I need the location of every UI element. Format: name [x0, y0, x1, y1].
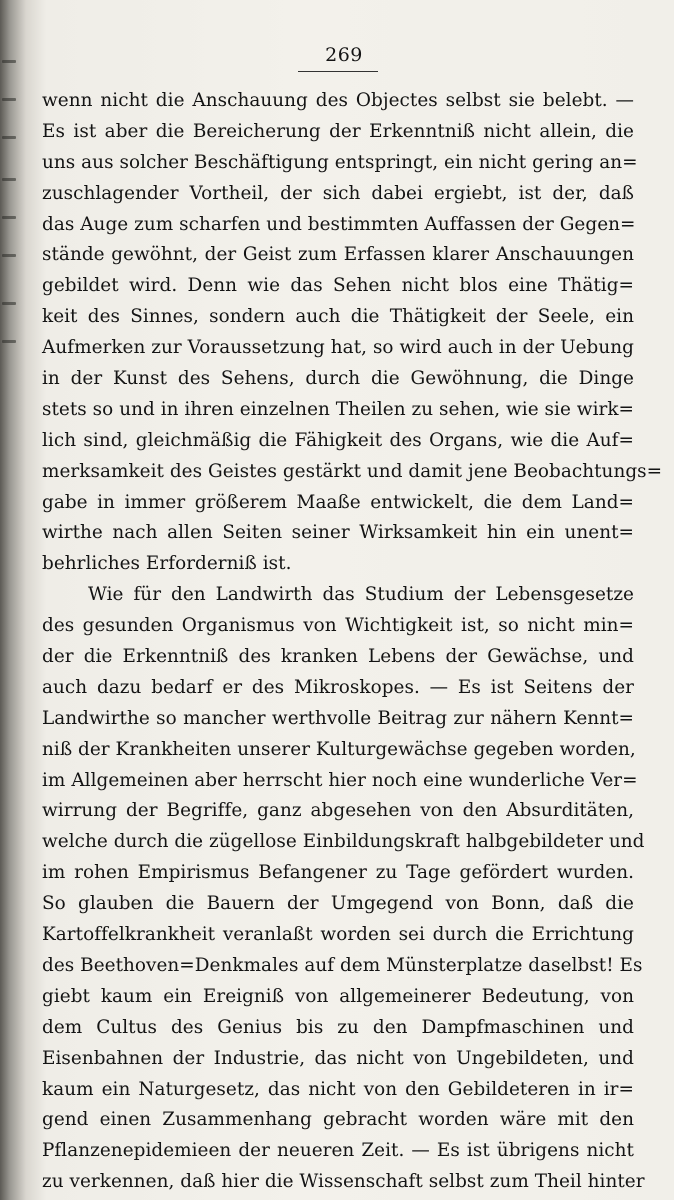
text-line: wenn nicht die Anschauung des Objectes selbst sie belebt. — [42, 90, 634, 111]
text-line: kaum ein Naturgesetz, das nicht von den Gebildeteren in ir= [42, 1078, 634, 1100]
text-line: stets so und in ihren einzelnen Theilen zu sehen, wie sie wirk= [42, 398, 635, 420]
text-line: des Beethoven=Denkmales auf dem Münsterplatze daselbst! Es [42, 954, 643, 976]
text-line: Aufmerken zur Voraussetzung hat, so wird auch in der Uebung [42, 337, 634, 359]
text-line: uns aus solcher Beschäftigung entspringt, ein nicht gering an= [42, 151, 638, 173]
text-line: Landwirthe so mancher werthvolle Beitrag zur nähern Kennt= [42, 707, 634, 729]
paragraph-2 [42, 580, 645, 1198]
text-line: auch dazu bedarf er des Mikroskopes. — Es ist Seitens der [42, 676, 634, 698]
text-line: im Allgemeinen aber herrscht hier noch eine wunderliche Ver= [42, 769, 638, 791]
text-line: giebt kaum ein Ereigniß von allgemeinerer Bedeutung, von [42, 985, 634, 1007]
text-line: So glauben die Bauern der Umgegend von Bonn, daß die [42, 893, 634, 915]
page-number: 269 [325, 44, 363, 66]
text-line: merksamkeit des Geistes gestärkt und damit jene Beobachtungs= [42, 460, 663, 482]
text-line: Eisenbahnen der Industrie, das nicht von Ungebildeten, und [42, 1047, 634, 1069]
body-text [42, 86, 663, 1198]
text-line: zuschlagender Vortheil, der sich dabei ergiebt, ist der, daß [42, 182, 634, 204]
text-line: gabe in immer größerem Maaße entwickelt, die dem Land= [42, 491, 634, 513]
text-line: Es ist aber die Bereicherung der Erkenntniß nicht allein, die [42, 120, 634, 142]
text-line: gebildet wird. Denn wie das Sehen nicht blos eine Thätig= [42, 275, 634, 297]
text-line: in der Kunst des Sehens, durch die Gewöhnung, die Dinge [42, 368, 634, 390]
text-line: Wie für den Landwirth das Studium der Lebensgesetze [88, 584, 634, 606]
text-line: wirthe nach allen Seiten seiner Wirksamkeit hin ein unent= [42, 522, 634, 544]
text-line: des gesunden Organismus von Wichtigkeit ist, so nicht min= [42, 615, 634, 637]
text-line: wirrung der Begriffe, ganz abgesehen von den Absurditäten, [42, 800, 634, 822]
text-line: lich sind, gleichmäßig die Fähigkeit des Organs, wie die Auf= [42, 429, 634, 451]
text-line: zu verkennen, daß hier die Wissenschaft selbst zum Theil hinter [42, 1171, 645, 1193]
text-line: Kartoffelkrankheit veranlaßt worden sei durch die Errichtung [42, 924, 634, 946]
text-line: dem Cultus des Genius bis zu den Dampfmaschinen und [42, 1016, 634, 1038]
header-rule [298, 71, 378, 72]
text-line: welche durch die zügellose Einbildungskraft halbgebildeter und [42, 831, 645, 853]
text-line: gend einen Zusammenhang gebracht worden wäre mit den [42, 1109, 634, 1131]
text-line: Pflanzenepidemieen der neueren Zeit. — Es ist übrigens nicht [42, 1140, 634, 1162]
text-line: der die Erkenntniß des kranken Lebens der Gewächse, und [42, 646, 634, 668]
text-line: stände gewöhnt, der Geist zum Erfassen klarer Anschauungen [42, 244, 634, 266]
text-line: niß der Krankheiten unserer Kulturgewächse gegeben worden, [42, 738, 636, 760]
binding-edge-shadow [0, 40, 22, 1140]
text-line: behrliches Erforderniß ist. [42, 553, 292, 575]
text-line: keit des Sinnes, sondern auch die Thätigkeit der Seele, ein [42, 306, 634, 328]
text-line: im rohen Empirismus Befangener zu Tage gefördert wurden. [42, 862, 634, 884]
text-line: das Auge zum scharfen und bestimmten Auffassen der Gegen= [42, 213, 636, 235]
paragraph-1 [42, 86, 663, 580]
